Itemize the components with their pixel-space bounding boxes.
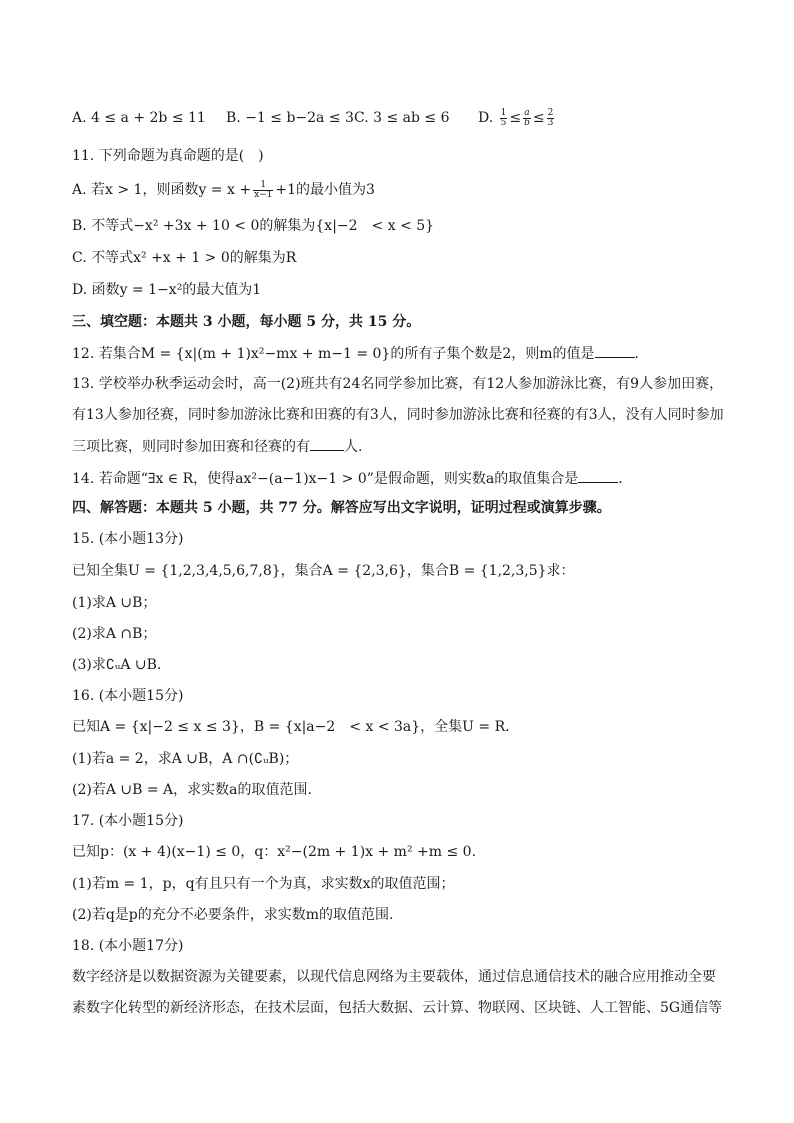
q18-heading: 18. (本小题17分) — [72, 938, 184, 954]
q17-stem: 已知p：(x + 4)(x−1) ≤ 0，q：x²−(2m + 1)x + m² +m ≤ 0. — [72, 844, 477, 860]
q16-heading: 16. (本小题15分) — [72, 688, 184, 704]
q15-stem: 已知全集U = {1,2,3,4,5,6,7,8}，集合A = {2,3,6}，集合B = {1,2,3,5}求： — [72, 563, 575, 579]
q17-part-1: (1)若m = 1，p，q有且只有一个为真，求实数x的取值范围； — [72, 876, 455, 892]
answer-blank — [595, 343, 635, 358]
section-heading-solutions: 四、解答题：本题共 5 小题，共 77 分。解答应写出文字说明，证明过程或演算步骤。 — [72, 500, 611, 516]
q10-option-c: C. 3 ≤ ab ≤ 6 — [354, 110, 450, 126]
q11-option-b: B. 不等式−x² +3x + 10 < 0的解集为{x|−2 < x < 5} — [72, 218, 435, 234]
q18-line-2: 素数字化转型的新经济形态，在技术层面，包括大数据、云计算、物联网、区块链、人工智能、5G通信等 — [72, 1000, 723, 1016]
q15-heading: 15. (本小题13分) — [72, 531, 184, 547]
q10-option-d: D. $\frac{1}{5}$ ≤ $\frac{a}{b}$ ≤ $\frac{2}{3}$ — [478, 107, 554, 128]
q11-option-a: A. 若x > 1，则函数y = x + $\frac{1}{x-1}$ +1的最小值为3 — [72, 179, 375, 200]
fraction: $\frac{1}{x-1}$ — [254, 179, 273, 200]
q11-stem: 11. 下列命题为真命题的是( ) — [72, 148, 264, 164]
answer-blank — [310, 436, 344, 451]
q13-line-3: 三项比赛，则同时参加田赛和径赛的有 人. — [72, 436, 362, 457]
q14-text: 14. 若命题“∃x ∈ R，使得ax²−(a−1)x−1 > 0”是假命题，则实数a的取值集合是 . — [72, 468, 623, 489]
q11-option-c: C. 不等式x² +x + 1 > 0的解集为R — [72, 250, 297, 266]
q18-line-1: 数字经济是以数据资源为关键要素，以现代信息网络为主要载体，通过信息通信技术的融合应用推动全要 — [72, 969, 716, 985]
fraction: $\frac{a}{b}$ — [524, 107, 530, 128]
fraction: $\frac{1}{5}$ — [500, 107, 507, 128]
q15-part-1: (1)求A ∪B； — [72, 595, 157, 611]
q10-option-a: A. 4 ≤ a + 2b ≤ 11 — [72, 110, 206, 126]
q11-option-d: D. 函数y = 1−x²的最大值为1 — [72, 282, 262, 298]
q15-part-3: (3)求∁ᵤA ∪B. — [72, 657, 162, 673]
fraction: $\frac{2}{3}$ — [547, 107, 554, 128]
q13-line-2: 有13人参加径赛，同时参加游泳比赛和田赛的有3人，同时参加游泳比赛和径赛的有3人，没有人同时参加 — [72, 407, 724, 423]
q16-part-1: (1)若a = 2，求A ∪B，A ∩(∁ᵤB)； — [72, 751, 299, 767]
q12-text: 12. 若集合M = {x|(m + 1)x²−mx + m−1 = 0}的所有子集个数是2，则m的值是 . — [72, 343, 639, 364]
answer-blank — [578, 468, 618, 483]
q16-part-2: (2)若A ∪B = A，求实数a的取值范围. — [72, 782, 312, 798]
q17-part-2: (2)若q是p的充分不必要条件，求实数m的取值范围. — [72, 907, 394, 923]
q15-part-2: (2)求A ∩B； — [72, 626, 157, 642]
q10-option-b: B. −1 ≤ b−2a ≤ 3 — [226, 110, 354, 126]
section-heading-fill-blank: 三、填空题：本题共 3 小题，每小题 5 分，共 15 分。 — [72, 314, 421, 330]
q13-line-1: 13. 学校举办秋季运动会时，高一(2)班共有24名同学参加比赛，有12人参加游泳比赛，有9人参加田赛， — [72, 376, 724, 392]
q17-heading: 17. (本小题15分) — [72, 813, 184, 829]
q16-stem: 已知A = {x|−2 ≤ x ≤ 3}，B = {x|a−2 < x < 3a}，全集U = R. — [72, 719, 510, 735]
